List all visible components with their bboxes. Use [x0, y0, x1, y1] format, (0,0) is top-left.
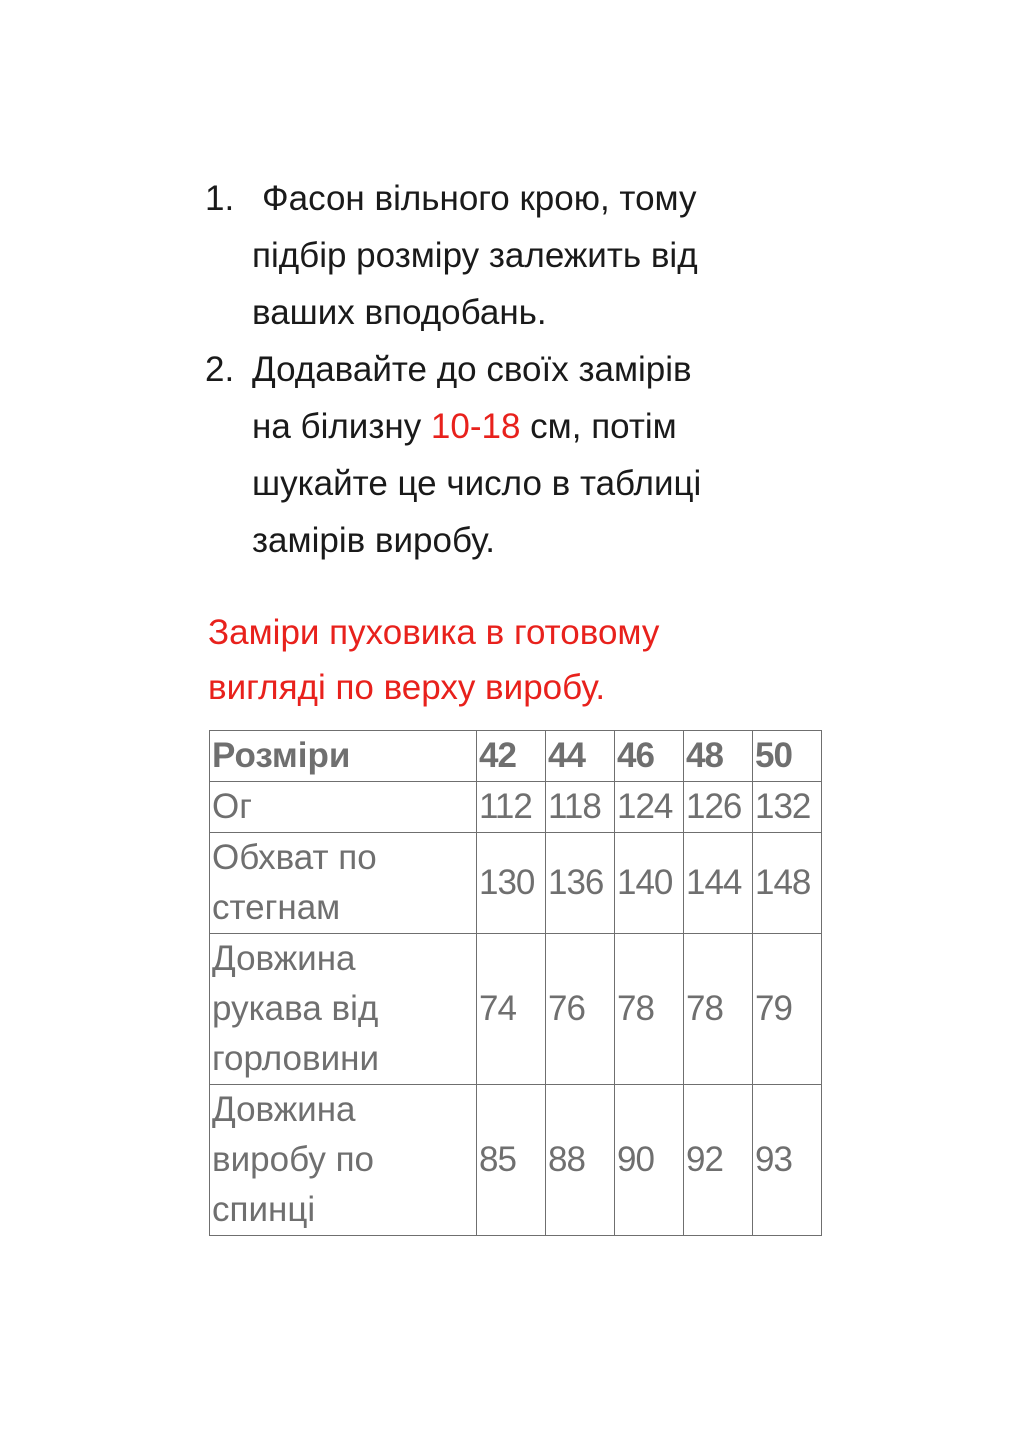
measurements-subtitle [208, 605, 828, 715]
instruction-number: 2. [205, 350, 235, 389]
table-cell: 90 [615, 1085, 684, 1236]
instruction-line: Додавайте до своїх замірів [252, 350, 692, 389]
instruction-number: 1. [205, 179, 235, 218]
subtitle-line: Заміри пуховика в готовому [208, 613, 660, 652]
instruction-line: ваших вподобань. [252, 293, 547, 332]
table-cell: 132 [753, 782, 822, 833]
table-cell: 78 [684, 934, 753, 1085]
table-cell: 144 [684, 833, 753, 934]
table-header-size: 44 [546, 731, 615, 782]
table-cell: 140 [615, 833, 684, 934]
row-label-line: Довжина [212, 939, 356, 978]
subtitle-line: вигляді по верху виробу. [208, 668, 606, 707]
instruction-line: шукайте це число в таблиці [252, 464, 702, 503]
table-cell: 124 [615, 782, 684, 833]
table-row-label [210, 1085, 477, 1236]
table-header-size: 50 [753, 731, 822, 782]
table-row [210, 1085, 822, 1236]
instruction-item-1 [205, 170, 825, 341]
instruction-line: підбір розміру залежить від [252, 236, 698, 275]
size-table [209, 730, 822, 1236]
table-cell: 136 [546, 833, 615, 934]
table-header-size: 46 [615, 731, 684, 782]
table-row-label [210, 782, 477, 833]
table-cell: 88 [546, 1085, 615, 1236]
row-label-line: спинці [212, 1190, 316, 1229]
table-row [210, 782, 822, 833]
table-header-size: 42 [477, 731, 546, 782]
instruction-line: замірів виробу. [252, 521, 495, 560]
instruction-text: на білизну [252, 407, 431, 446]
table-row [210, 833, 822, 934]
table-cell: 130 [477, 833, 546, 934]
table-cell: 76 [546, 934, 615, 1085]
instruction-text: см, потім [520, 407, 677, 446]
row-label-line: виробу по [212, 1140, 374, 1179]
table-cell: 85 [477, 1085, 546, 1236]
table-cell: 93 [753, 1085, 822, 1236]
instructions-list [205, 170, 825, 569]
table-cell: 92 [684, 1085, 753, 1236]
instruction-line [252, 398, 825, 455]
highlight-range: 10-18 [430, 407, 521, 446]
instruction-item-2 [205, 341, 825, 569]
table-header-label: Розміри [210, 731, 477, 782]
instruction-line: Фасон вільного крою, тому [262, 179, 697, 218]
table-cell: 118 [546, 782, 615, 833]
table-row-label [210, 833, 477, 934]
table-cell: 79 [753, 934, 822, 1085]
row-label-line: рукава від [212, 989, 379, 1028]
table-header-size: 48 [684, 731, 753, 782]
row-label-line: Ог [212, 787, 252, 826]
table-cell: 78 [615, 934, 684, 1085]
table-cell: 126 [684, 782, 753, 833]
table-row-label [210, 934, 477, 1085]
table-cell: 112 [477, 782, 546, 833]
row-label-line: горловини [212, 1039, 380, 1078]
table-header-row [210, 731, 822, 782]
row-label-line: стегнам [212, 888, 341, 927]
table-row [210, 934, 822, 1085]
row-label-line: Довжина [212, 1090, 356, 1129]
table-cell: 148 [753, 833, 822, 934]
row-label-line: Обхват по [212, 838, 377, 877]
table-cell: 74 [477, 934, 546, 1085]
